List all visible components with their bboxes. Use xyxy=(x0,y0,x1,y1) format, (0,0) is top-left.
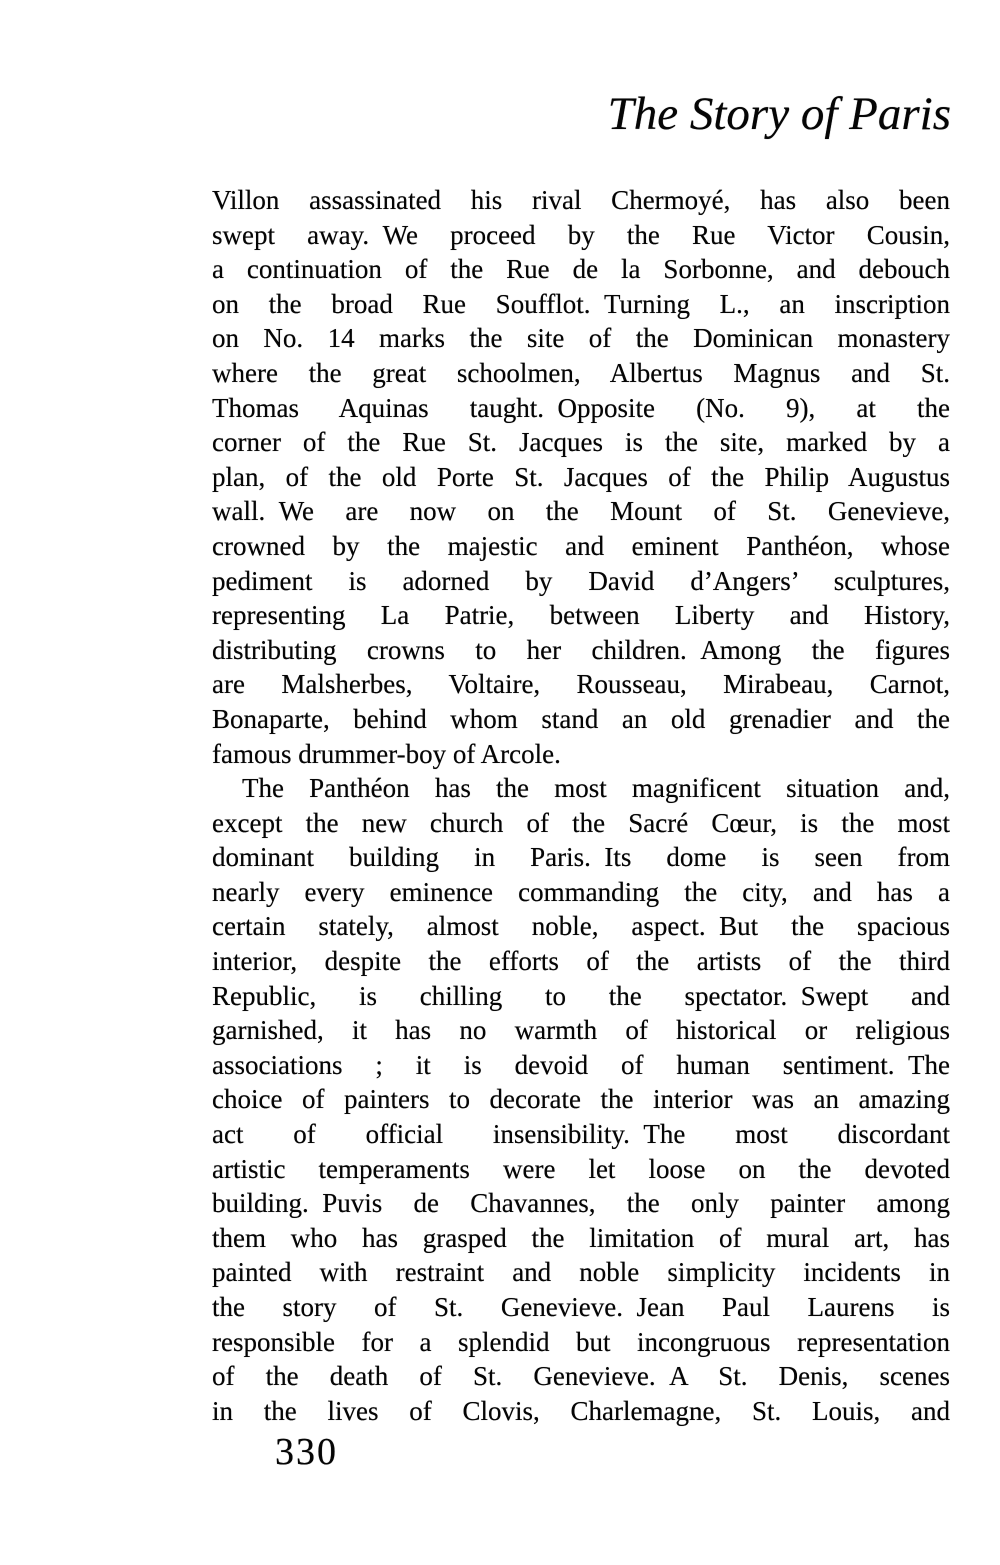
page-number: 330 xyxy=(275,1431,338,1473)
text-line: pediment is adorned by David d’Angers’ sculptures, xyxy=(212,565,950,596)
text-line: Republic, is chilling to the spectator. Swept and xyxy=(212,980,950,1011)
text-line: crowned by the majestic and eminent Panthéon, whose xyxy=(212,530,950,561)
text-line: painted with restraint and noble simplicity incidents in xyxy=(212,1257,950,1288)
text-line: Bonaparte, behind whom stand an old grenadier and the xyxy=(212,703,950,734)
running-header-title: The Story of Paris xyxy=(607,88,951,140)
text-line: The Panthéon has the most magnificent situation and, xyxy=(242,773,950,804)
text-line: corner of the Rue St. Jacques is the site, marked by a xyxy=(212,427,950,458)
text-line: wall. We are now on the Mount of St. Genevieve, xyxy=(212,496,950,527)
text-line: dominant building in Paris. Its dome is seen from xyxy=(212,842,950,873)
text-line: Thomas Aquinas taught. Opposite (No. 9), at the xyxy=(212,392,950,423)
text-line: Villon assassinated his rival Chermoyé, has also been xyxy=(212,185,950,215)
text-line: of the death of St. Genevieve. A St. Denis, scenes xyxy=(212,1361,950,1392)
text-line: certain stately, almost noble, aspect. But the spacious xyxy=(212,911,950,942)
text-line: interior, despite the efforts of the artists of the third xyxy=(212,946,950,977)
text-line: are Malsherbes, Voltaire, Rousseau, Mirabeau, Carnot, xyxy=(212,669,950,700)
text-line: on the broad Rue Soufflot. Turning L., an inscription xyxy=(212,288,950,319)
text-line: garnished, it has no warmth of historical or religious xyxy=(212,1015,950,1046)
body-text-block xyxy=(212,183,950,1428)
text-line: famous drummer-boy of Arcole. xyxy=(212,738,561,769)
text-line: associations ; it is devoid of human sentiment. The xyxy=(212,1049,950,1080)
text-line: swept away. We proceed by the Rue Victor Cousin, xyxy=(212,219,950,250)
text-line: on No. 14 marks the site of the Dominican monastery xyxy=(212,323,950,354)
text-line: them who has grasped the limitation of mural art, has xyxy=(212,1222,950,1253)
text-line: artistic temperaments were let loose on the devoted xyxy=(212,1153,950,1184)
text-line: nearly every eminence commanding the city, and has a xyxy=(212,876,950,907)
text-line: choice of painters to decorate the interior was an amazing xyxy=(212,1084,950,1115)
text-line: act of official insensibility. The most discordant xyxy=(212,1119,950,1150)
text-line: responsible for a splendid but incongruous representation xyxy=(212,1326,950,1357)
text-line: in the lives of Clovis, Charlemagne, St. Louis, and xyxy=(212,1395,950,1426)
text-line: a continuation of the Rue de la Sorbonne, and debouch xyxy=(212,254,950,285)
text-line: except the new church of the Sacré Cœur, is the most xyxy=(212,807,950,838)
text-line: representing La Patrie, between Liberty and History, xyxy=(212,600,950,631)
text-line: where the great schoolmen, Albertus Magnus and St. xyxy=(212,357,950,388)
text-line: plan, of the old Porte St. Jacques of the Philip Augustus xyxy=(212,461,950,492)
text-line: distributing crowns to her children. Among the figures xyxy=(212,634,950,665)
text-line: the story of St. Genevieve. Jean Paul Laurens is xyxy=(212,1292,950,1322)
text-line: building. Puvis de Chavannes, the only painter among xyxy=(212,1188,950,1219)
